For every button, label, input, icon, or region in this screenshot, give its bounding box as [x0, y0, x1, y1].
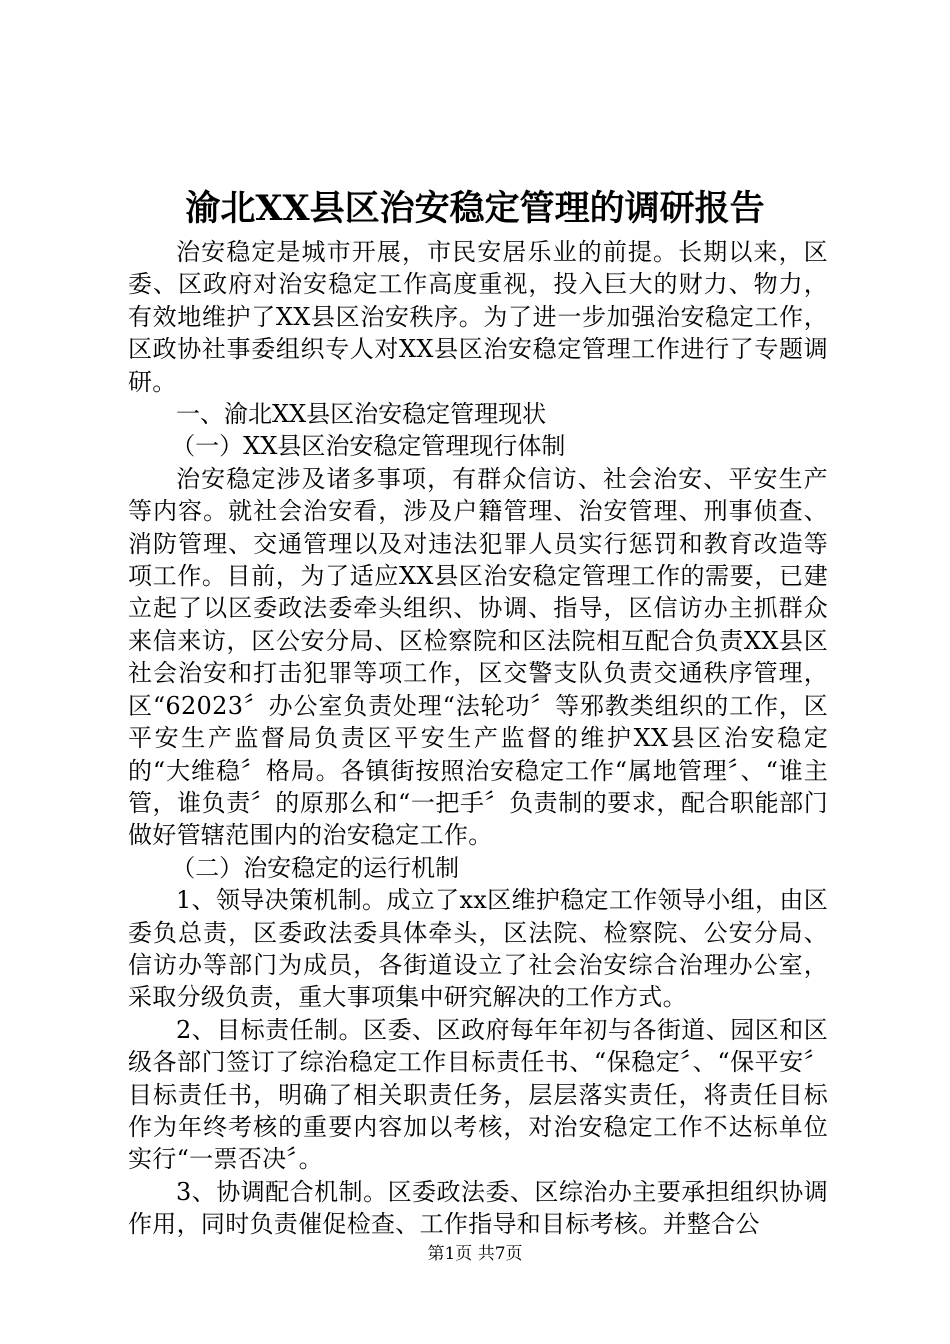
subsection-heading-1: （一）XX县区治安稳定管理现行体制: [171, 432, 566, 461]
document-title: 渝北XX县区治安稳定管理的调研报告: [185, 188, 765, 229]
body-paragraph-responsibility: 2、目标责任制。区委、区政府每年年初与各街道、园区和区级各部门签订了综治稳定工作目标责任书、“保稳定〞、“保平安〞目标责任书，明确了相关职责任务，层层落实责任，将责任目标作为年终考核的重要内容加以考核，对治安稳定工作不达标单位实行“一票否决〞。: [128, 1015, 828, 1174]
document-body: [128, 236, 828, 1241]
body-paragraph-system: 治安稳定涉及诸多事项，有群众信访、社会治安、平安生产等内容。就社会治安看，涉及户籍管理、治安管理、刑事侦查、消防管理、交通管理以及对违法犯罪人员实行惩罚和教育改造等项工作。目前，为了适应XX县区治安稳定管理工作的需要，已建立起了以区委政法委牵头组织、协调、指导，区信访办主抓群众来信来访，区公安分局、区检察院和区法院相互配合负责XX县区社会治安和打击犯罪等项工作，区交警支队负责交通秩序管理，区“62023〞办公室负责处理“法轮功〞等邪教类组织的工作，区平安生产监督局负责区平安生产监督的维护XX县区治安稳定的“大维稳〞格局。各镇街按照治安稳定工作“属地管理〞、“谁主管，谁负责〞的原那么和“一把手〞负责制的要求，配合职能部门做好管辖范围内的治安稳定工作。: [128, 464, 828, 850]
intro-paragraph: 治安稳定是城市开展，市民安居乐业的前提。长期以来，区委、区政府对治安稳定工作高度重视，投入巨大的财力、物力，有效地维护了XX县区治安秩序。为了进一步加强治安稳定工作，区政协社事委组织专人对XX县区治安稳定管理工作进行了专题调研。: [128, 238, 828, 396]
page-footer: 第1页 共7页: [427, 1244, 523, 1264]
subsection-heading-2: （二）治安稳定的运行机制: [171, 853, 460, 882]
body-paragraph-coordination: 3、协调配合机制。区委政法委、区综治办主要承担组织协调作用，同时负责催促检查、工作指导和目标考核。并整合公: [128, 1177, 828, 1239]
section-heading-1: 一、渝北XX县区治安稳定管理现状: [176, 400, 547, 429]
body-paragraph-leadership: 1、领导决策机制。成立了xx区维护稳定工作领导小组，由区委负总责，区委政法委具体牵头，区法院、检察院、公安分局、信访办等部门为成员，各街道设立了社会治安综合治理办公室，采取分级负责，重大事项集中研究解决的工作方式。: [128, 886, 828, 1012]
